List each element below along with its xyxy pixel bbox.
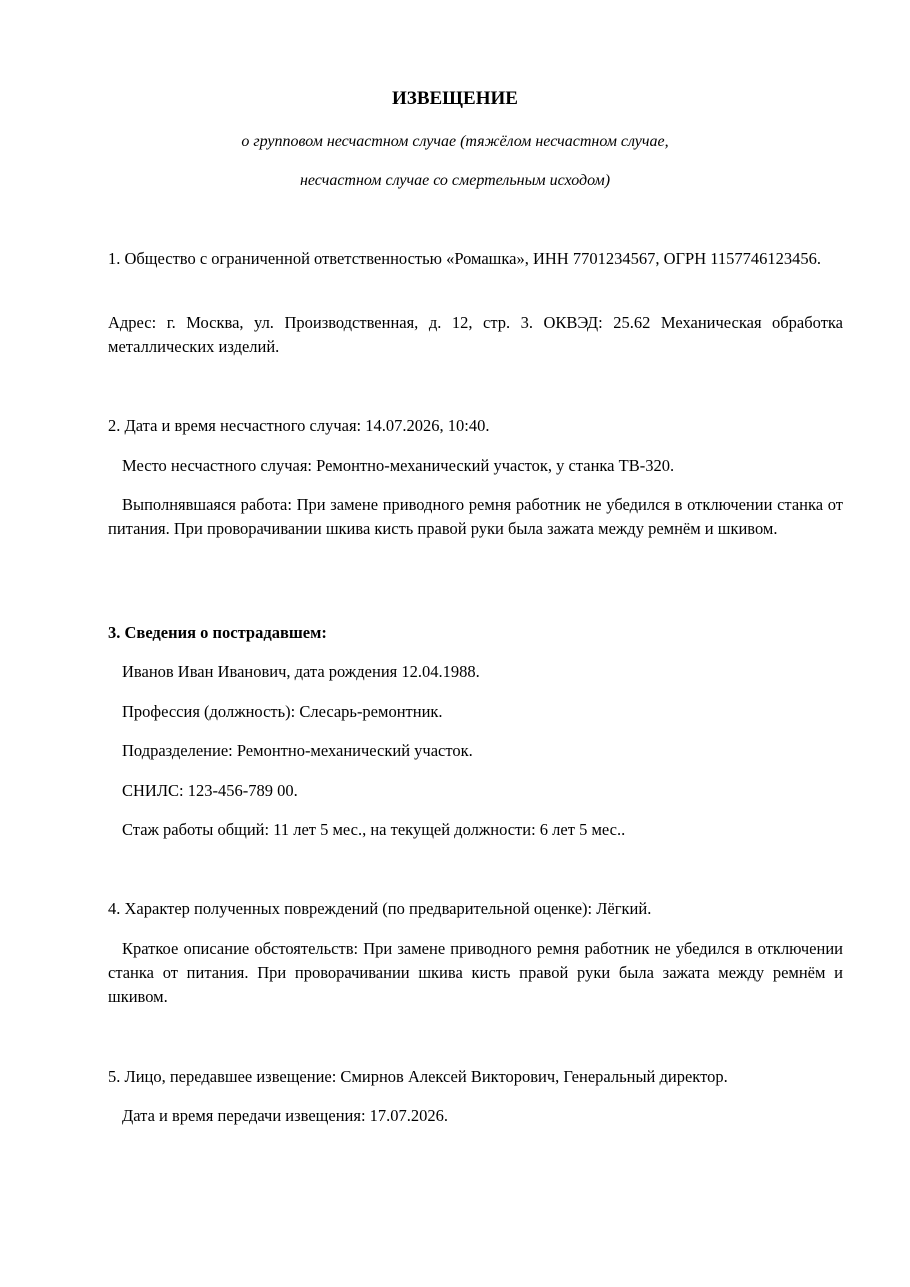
document-subtitle-line2: несчастном случае со смертельным исходом): [299, 172, 611, 189]
incident-place: Место несчастного случая: Ремонтно-механический участок, у станка ТВ-320.: [122, 456, 675, 475]
reporter-info: 5. Лицо, передавшее извещение: Смирнов Алексей Викторович, Генеральный директор.: [108, 1067, 728, 1086]
injury-nature: 4. Характер полученных повреждений (по предварительной оценке): Лёгкий.: [108, 899, 652, 918]
incident-datetime: 2. Дата и время несчастного случая: 14.07.2026, 10:40.: [108, 416, 490, 435]
work-performed: Выполнявшаяся работа: При замене приводного ремня работник не убедился в отключении станка от питания. При проворачивании шкива кисть правой руки была зажата между ремнём и шкивом.: [108, 495, 843, 538]
document-subtitle-line1: о групповом несчастном случае (тяжёлом несчастном случае,: [241, 133, 669, 150]
victim-experience: Стаж работы общий: 11 лет 5 мес., на текущей должности: 6 лет 5 мес..: [122, 820, 626, 839]
victim-snils: СНИЛС: 123-456-789 00.: [122, 781, 298, 800]
organization-info: 1. Общество с ограниченной ответственностью «Ромашка», ИНН 7701234567, ОГРН 1157746123456.: [108, 249, 822, 268]
victim-department: Подразделение: Ремонтно-механический участок.: [122, 741, 473, 760]
victim-section-heading: 3. Сведения о пострадавшем:: [108, 623, 327, 642]
report-datetime: Дата и время передачи извещения: 17.07.2026.: [122, 1106, 449, 1125]
victim-name: Иванов Иван Иванович, дата рождения 12.04.1988.: [122, 662, 480, 681]
organization-address: Адрес: г. Москва, ул. Производственная, д. 12, стр. 3. ОКВЭД: 25.62 Механическая обработка металлических изделий.: [108, 313, 843, 356]
document-title: ИЗВЕЩЕНИЕ: [392, 88, 518, 109]
circumstances-description: Краткое описание обстоятельств: При замене приводного ремня работник не убедился в отключении станка от питания. При проворачивании шкива кисть правой руки была зажата между ремнём и шкивом.: [108, 939, 843, 1006]
victim-profession: Профессия (должность): Слесарь-ремонтник.: [122, 702, 443, 721]
